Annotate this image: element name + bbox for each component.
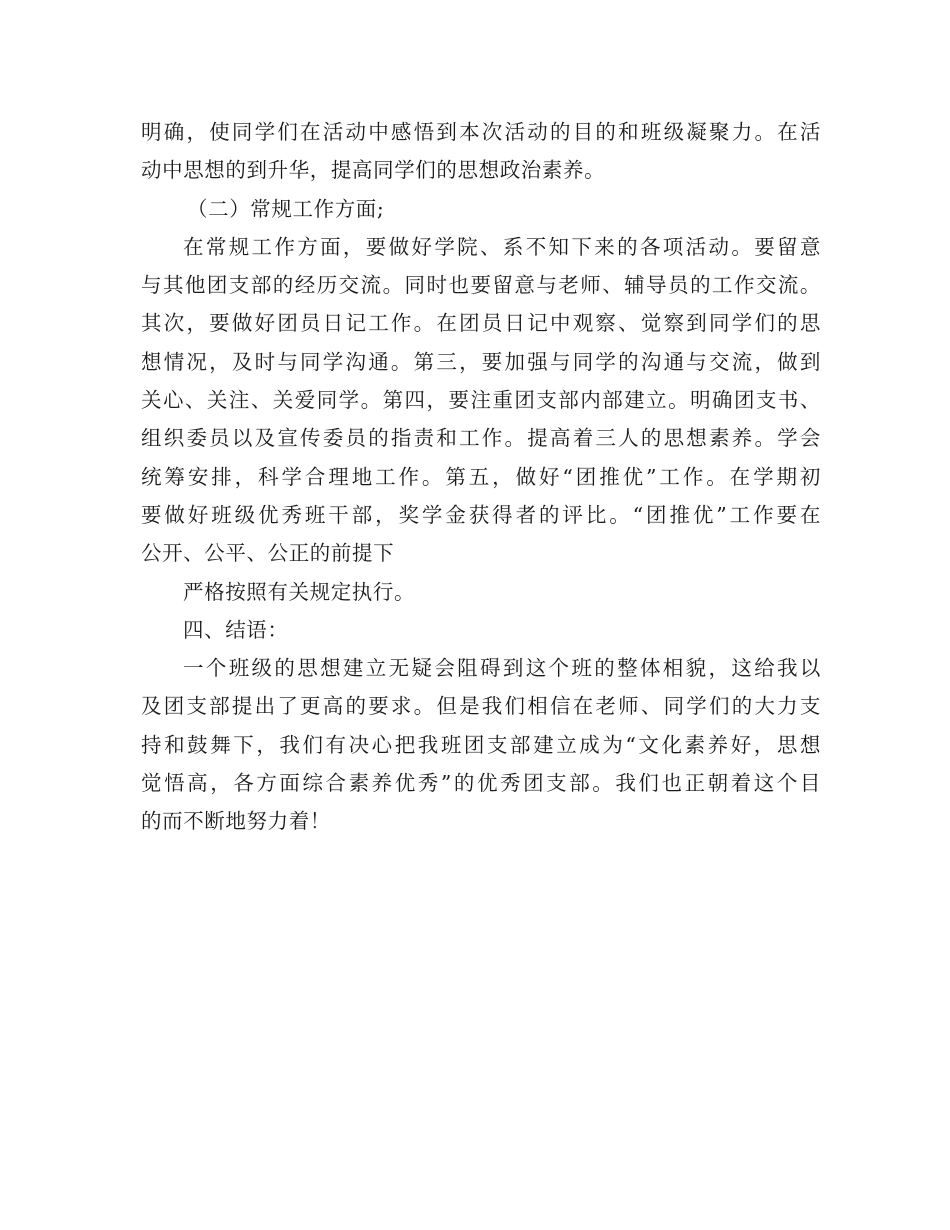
text-line: 明确，使同学们在活动中感悟到本次活动的目的和班级凝聚力。在活 (141, 120, 821, 144)
text-line: 要做好班级优秀班干部，奖学金获得者的评比。“团推优”工作要在 (141, 502, 821, 527)
text-line: 动中思想的到升华，提高同学们的思想政治素养。 (141, 158, 606, 183)
text-line: 统筹安排，科学合理地工作。第五，做好“团推优”工作。在学期初 (141, 464, 821, 489)
text-line: 与其他团支部的经历交流。同时也要留意与老师、辅导员的工作交流。 (141, 273, 821, 298)
text-line: 严格按照有关规定执行。 (183, 579, 416, 604)
text-line: 其次，要做好团员日记工作。在团员日记中观察、觉察到同学们的思 (141, 311, 821, 336)
text-line: 组织委员以及宣传委员的指责和工作。提高着三人的思想素养。学会 (141, 426, 821, 451)
text-line: 觉悟高，各方面综合素养优秀”的优秀团支部。我们也正朝着这个目 (141, 771, 821, 796)
document-body (141, 113, 821, 841)
text-line: 及团支部提出了更高的要求。但是我们相信在老师、同学们的大力支 (141, 694, 821, 719)
text-line: 一个班级的思想建立无疑会阻碍到这个班的整体相貌，这给我以 (183, 656, 821, 681)
section-heading: 四、结语： (183, 617, 289, 642)
text-line: 持和鼓舞下，我们有决心把我班团支部建立成为“文化素养好，思想 (141, 732, 821, 757)
text-line: 公开、公平、公正的前提下 (141, 541, 395, 566)
text-line: 的而不断地努力着！ (141, 809, 331, 834)
section-heading: （二）常规工作方面; (187, 196, 385, 221)
text-line: 关心、关注、关爱同学。第四，要注重团支部内部建立。明确团支书、 (141, 388, 821, 413)
text-line: 在常规工作方面，要做好学院、系不知下来的各项活动。要留意 (183, 234, 821, 259)
text-line: 想情况，及时与同学沟通。第三，要加强与同学的沟通与交流，做到 (141, 349, 821, 374)
